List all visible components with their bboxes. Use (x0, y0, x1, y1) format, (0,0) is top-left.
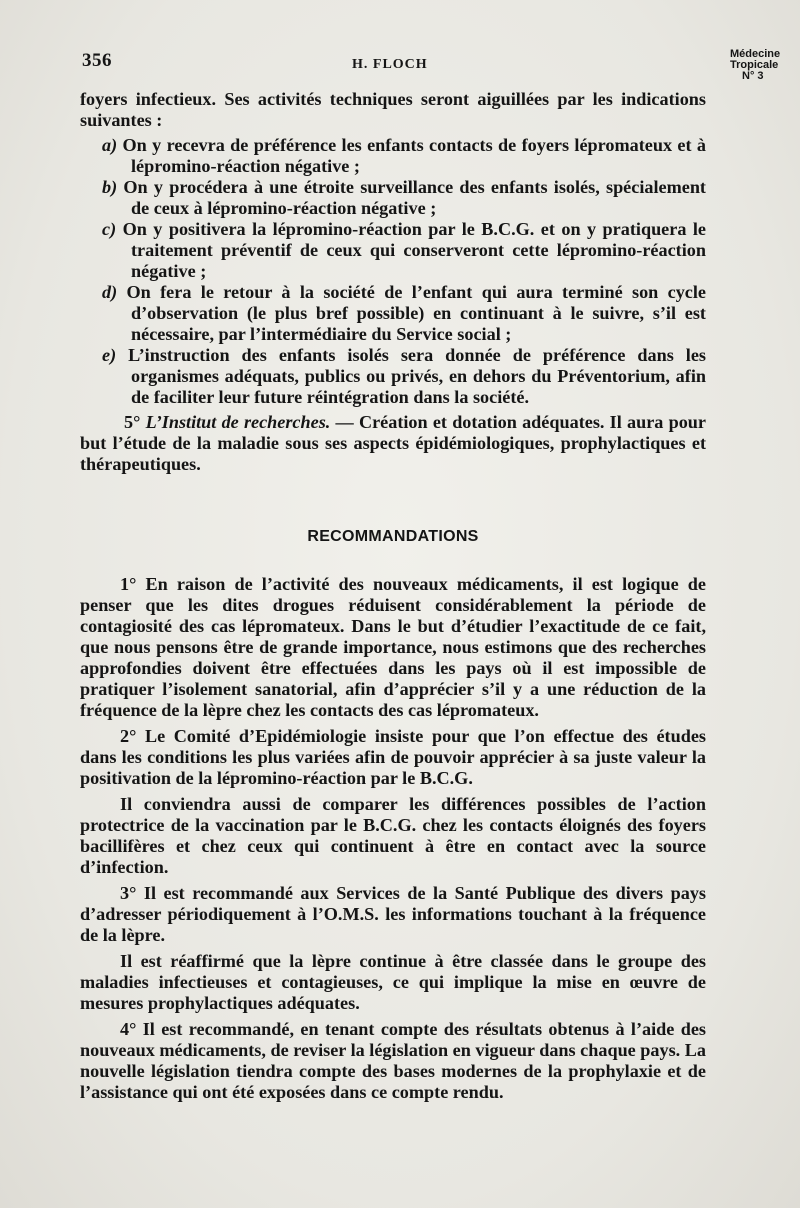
section-5-text: — Création et dotation adéquates. Il aura pour but l’étude de la maladie sous ses aspects épidémiologiques, prophylactiques et thérapeutiques. (80, 412, 706, 474)
list-item (80, 177, 706, 219)
recommendation-paragraph: 2° Le Comité d’Epidémiologie insiste pour que l’on effectue des études dans les conditions les plus variées afin de pouvoir apprécier à sa juste valeur la positivation de la lépromino-réaction par le B.C.G. (80, 726, 706, 788)
section-5-title: L’Institut de recherches. (145, 412, 331, 432)
item-text: On y positivera la lépromino-réaction par le B.C.G. et on y pratiquera le traitement préventif de ceux qui conserveront cette lépromino-réaction négative ; (122, 219, 706, 281)
item-label: e) (102, 345, 117, 365)
recommendation-paragraph: Il est réaffirmé que la lèpre continue à être classée dans le groupe des maladies infectieuses et contagieuses, ce qui implique la mise en œuvre de mesures prophylactiques adéquates. (80, 951, 706, 1013)
recommendation-paragraph: Il conviendra aussi de comparer les différences possibles de l’action protectrice de la vaccination par le B.C.G. chez les contacts éloignés des foyers bacillifères et chez ceux qui continuent à être en contact avec la source d’infection. (80, 794, 706, 877)
journal-name (730, 49, 800, 82)
list-item (80, 282, 706, 345)
recommendation-paragraph: 1° En raison de l’activité des nouveaux médicaments, il est logique de penser que les dites drogues réduisent considérablement la période de contagiosité des cas lépromateux. Dans le but d’étudier l’exactitude de ce fait, que nous pensons être de grande importance, nous estimons que des recherches approfondies doivent être effectuées dans les pays où il est impossible de pratiquer l’isolement sanatorial, afin d’apprécier s’il y a une réduction de la fréquence de la lèpre chez les contacts des cas lépromateux. (80, 574, 706, 720)
item-text: On fera le retour à la société de l’enfant qui aura terminé son cycle d’observation (le plus bref possible) en continuant à le suivre, s’il est nécessaire, par l’intermédiaire du Service social ; (126, 282, 706, 344)
item-text: On y procédera à une étroite surveillance des enfants isolés, spécialement de ceux à lépromino-réaction négative ; (123, 177, 706, 218)
body-text (80, 89, 706, 1108)
list-item (80, 219, 706, 282)
item-label: a) (102, 135, 118, 155)
journal-issue: N° 3 (742, 70, 764, 82)
page-number: 356 (82, 50, 112, 71)
list-item (80, 345, 706, 408)
section-5-number: 5° (124, 412, 141, 432)
list-item (80, 135, 706, 177)
recommendation-paragraph: 3° Il est recommandé aux Services de la Santé Publique des divers pays d’adresser périodiquement à l’O.M.S. les informations touchant à la fréquence de la lèpre. (80, 883, 706, 945)
item-label: b) (102, 177, 118, 197)
section-5-paragraph (80, 412, 706, 475)
item-text: On y recevra de préférence les enfants contacts de foyers lépromateux et à lépromino-réaction négative ; (122, 135, 706, 176)
item-label: d) (102, 282, 118, 302)
recommendations-heading: RECOMMANDATIONS (307, 528, 479, 545)
item-label: c) (102, 219, 117, 239)
recommendation-paragraph: 4° Il est recommandé, en tenant compte des résultats obtenus à l’aide des nouveaux médicaments, de reviser la législation en vigueur dans chaque pays. La nouvelle législation tiendra compte des bases modernes de la prophylaxie et de l’assistance qui ont été exposées dans ce compte rendu. (80, 1019, 707, 1102)
item-text: L’instruction des enfants isolés sera donnée de préférence dans les organismes adéquats, publics ou privés, en dehors du Préventorium, afin de faciliter leur future réintégration dans la société. (128, 345, 707, 407)
intro-paragraph: foyers infectieux. Ses activités techniques seront aiguillées par les indications suivantes : (80, 89, 706, 130)
running-head-author: H. FLOCH (352, 57, 428, 72)
journal-line-2: Tropicale (730, 59, 779, 71)
journal-line-1: Médecine (730, 48, 781, 60)
